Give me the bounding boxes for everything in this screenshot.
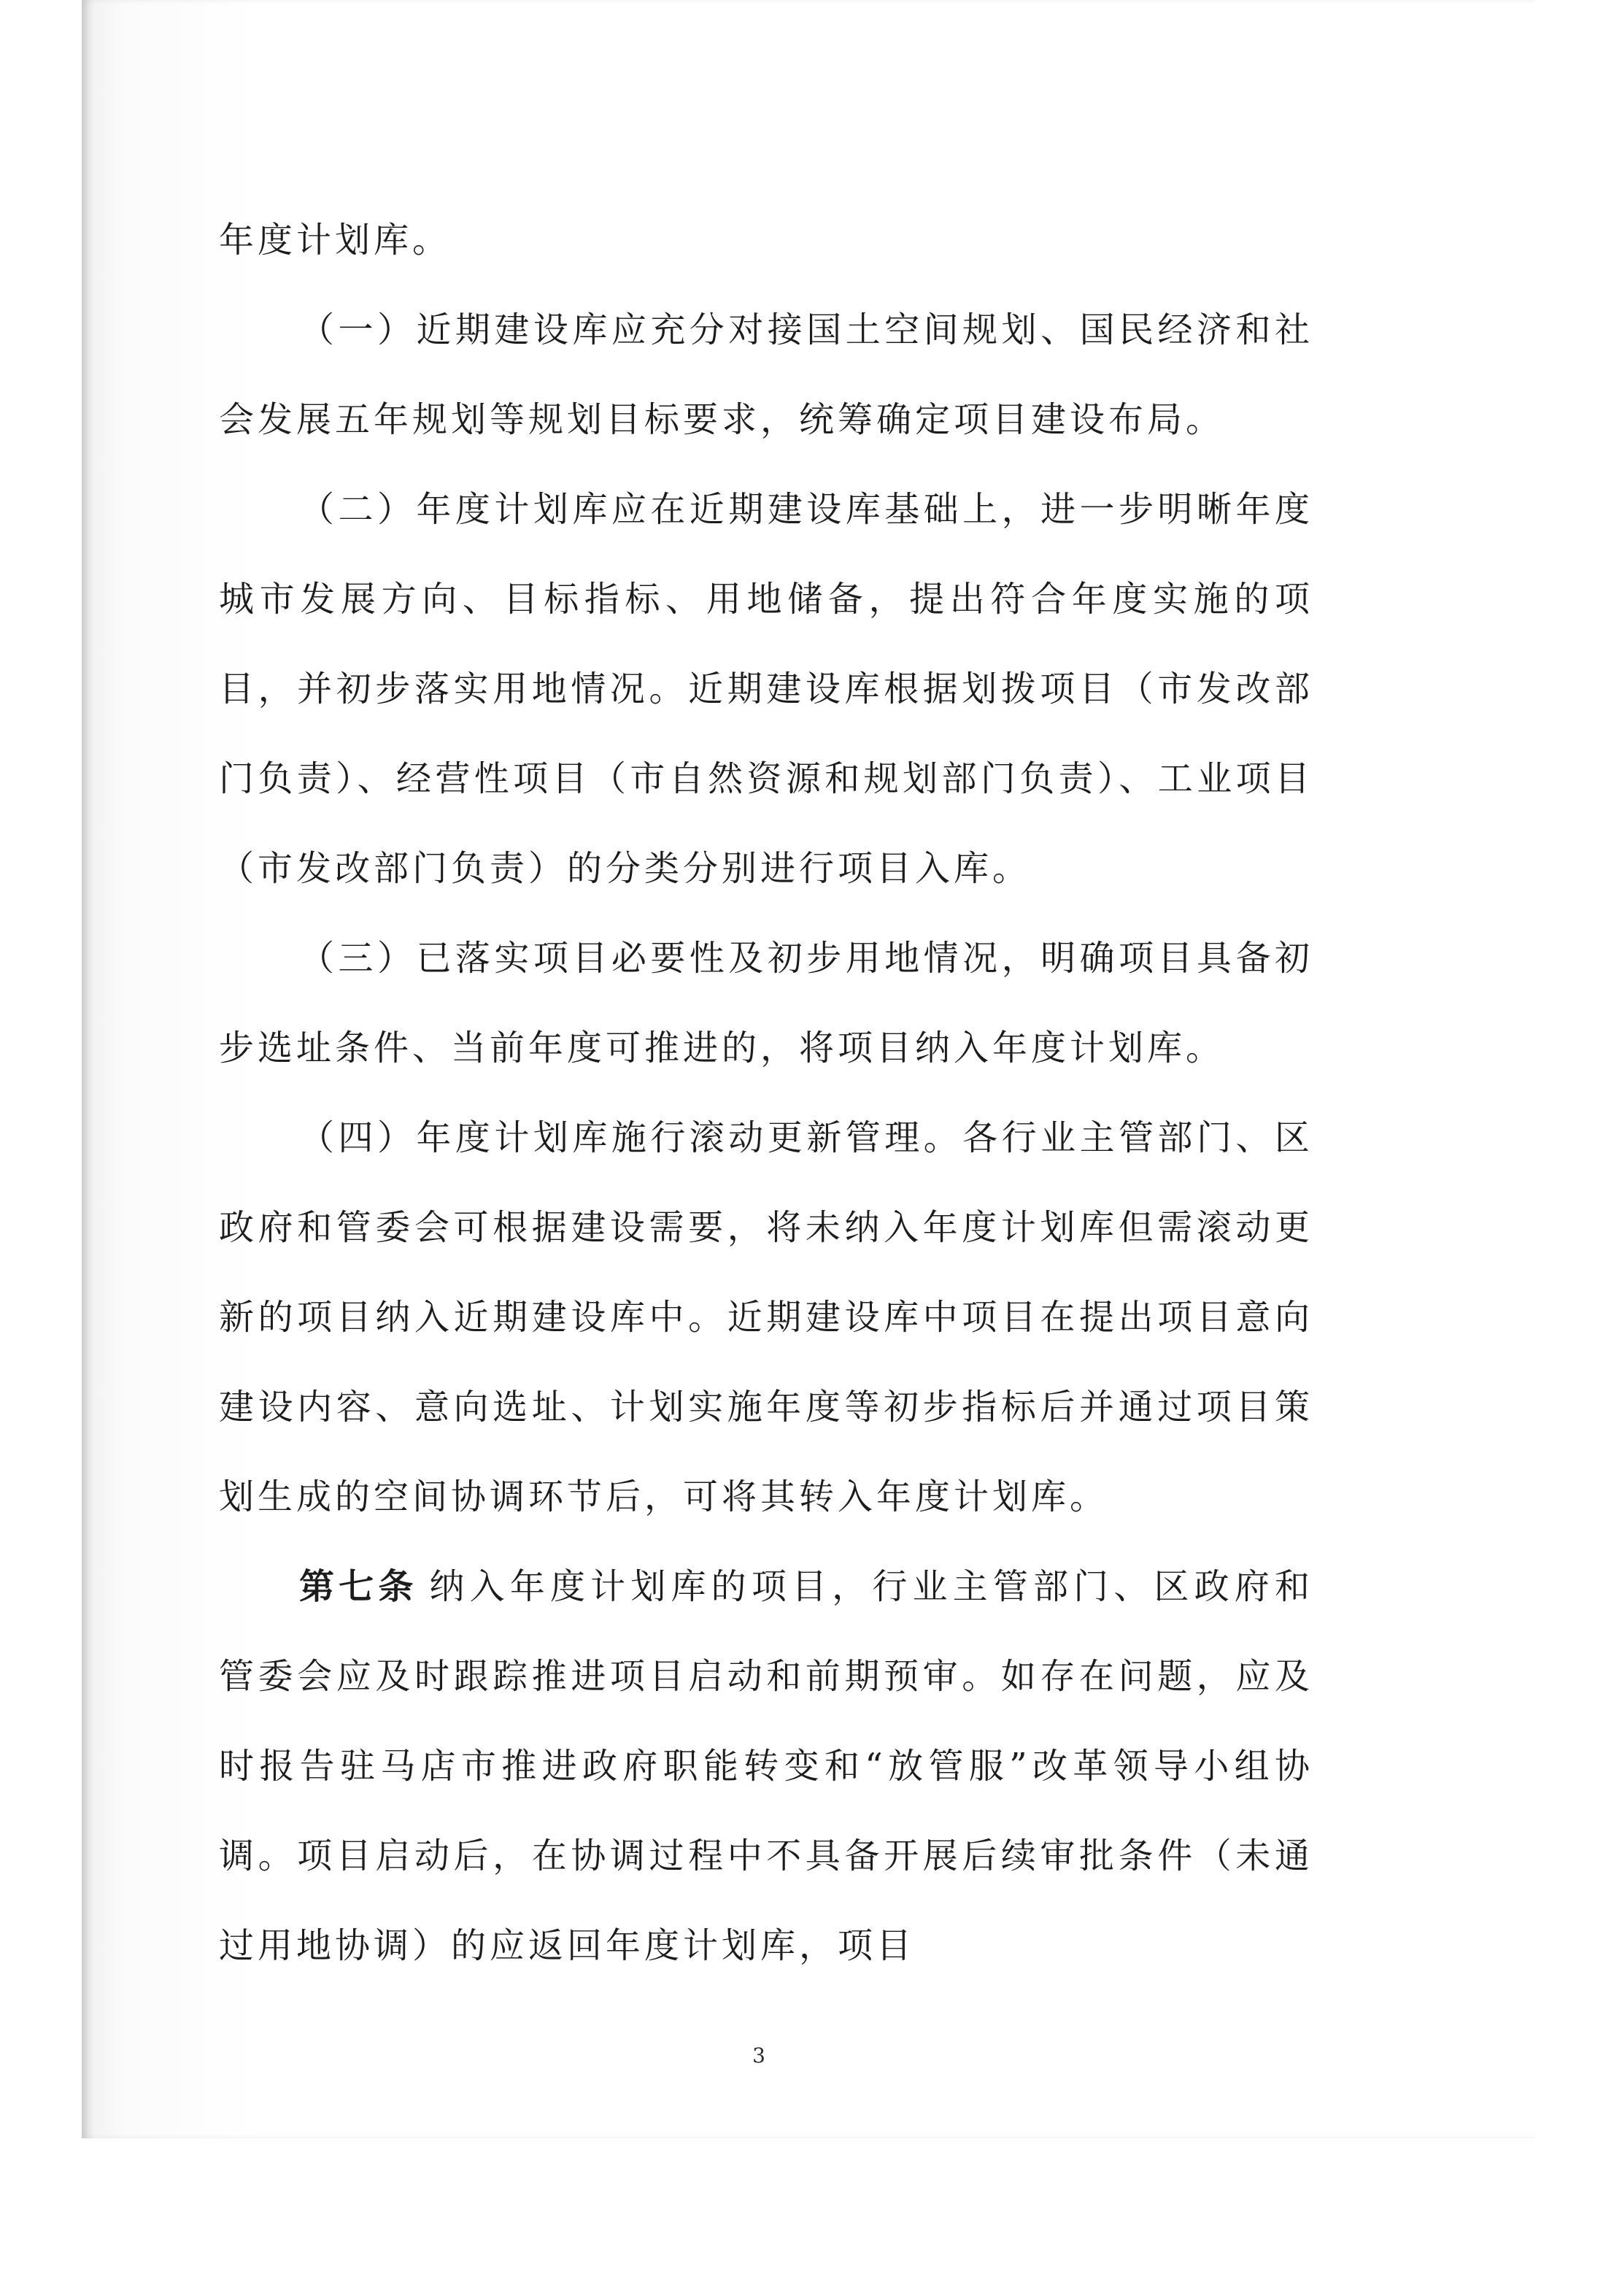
paragraph-item-2: （二）年度计划库应在近期建设库基础上，进一步明晰年度城市发展方向、目标指标、用地储备，提出符合年度实施的项目，并初步落实用地情况。近期建设库根据划拨项目（市发改部门负责）、经营性项目（市自然资源和规划部门负责）、工业项目（市发改部门负责）的分类分别进行项目入库。 xyxy=(219,489,1313,889)
article-7-paragraph xyxy=(219,1542,1313,1991)
paragraph-item-1: （一）近期建设库应充分对接国土空间规划、国民经济和社会发展五年规划等规划目标要求，统筹确定项目建设布局。 xyxy=(219,309,1313,440)
page-number: 3 xyxy=(752,2043,765,2068)
paragraph-item-3: （三）已落实项目必要性及初步用地情况，明确项目具备初步选址条件、当前年度可推进的，将项目纳入年度计划库。 xyxy=(219,938,1313,1068)
document-body xyxy=(219,196,1313,1991)
paragraph-item-4: （四）年度计划库施行滚动更新管理。各行业主管部门、区政府和管委会可根据建设需要，将未纳入年度计划库但需滚动更新的项目纳入近期建设库中。近期建设库中项目在提出项目意向建设内容、意向选址、计划实施年度等初步指标后并通过项目策划生成的空间协调环节后，可将其转入年度计划库。 xyxy=(219,1117,1313,1517)
paragraph-continuation: 年度计划库。 xyxy=(219,220,452,261)
article-7-heading: 第七条 xyxy=(299,1566,418,1607)
article-7-text: 纳入年度计划库的项目，行业主管部门、区政府和管委会应及时跟踪推进项目启动和前期预审。如存在问题，应及时报告驻马店市推进政府职能转变和“放管服”改革领导小组协调。项目启动后，在协调过程中不具备开展后续审批条件（未通过用地协调）的应返回年度计划库，项目 xyxy=(219,1566,1313,1966)
